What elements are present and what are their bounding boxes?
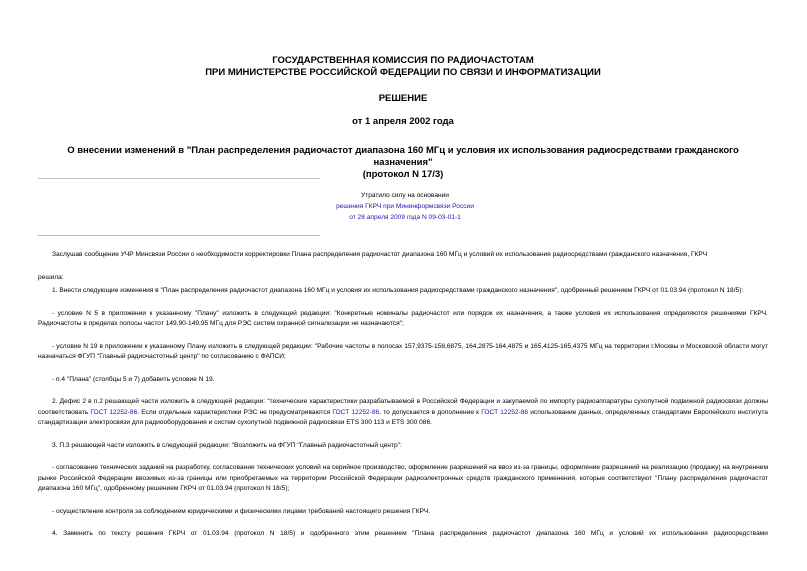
divider-top (38, 178, 320, 179)
paragraph-4: 4. Заменить по тексту решения ГКРЧ от 01.03.94 (протокол N 18/5) и одобренного этим решением "Плана распределения радиочастот диапазона 160 МГц и условий их использования радиосредствами (52, 530, 768, 537)
paragraph-3a: - согласование технических заданий на разработку, согласование технических условий на серийное производство, оформление разрешений на ввоз из-за границы, оформление разрешений на реализацию (продажу) на внутреннем рынке Российской Федерации ввозимых из-за границы или приобретаемых на территории Российской Федерации радиоэлектронных средств гражданского применения, которые соответствуют "Плану распределения радиочастот диапазона 160 МГц", одобренному решением ГКРЧ от 01.03.94 (протокол N 18/5); (38, 464, 768, 492)
status-link-date[interactable]: от 28 апреля 2009 года N 09-03-01-1 (349, 214, 461, 221)
gost-link-1[interactable]: ГОСТ 12252-86 (90, 408, 138, 416)
status-note (320, 190, 490, 223)
paragraph-3b: - осуществление контроля за соблюдением юридическими и физическими лицами требований настоящего решения ГКРЧ. (52, 507, 431, 515)
paragraph-1a: - условие N 5 в приложении к указанному "Плану" изложить в следующей редакции: "Конкретные номиналы радиочастот или порядок их назначения, а также условия их использования определяются решениями ГКРЧ. Радиочастоты в пределах полосы частот 149,90-149,95 МГц для РЭС систем охранной сигнализации не назначаются"; (38, 309, 768, 327)
paragraph-1: 1. Внести следующие изменения в "План распределения радиочастот диапазона 160 МГц и условия их использования радиосредствами гражданского назначения", одобренный решением ГКРЧ от 01.03.94 (протокол N 18/5): (52, 287, 744, 294)
paragraph-resolved: решила: (38, 273, 64, 281)
paragraph-2-text-b: . Если отдельные характеристики РЭС не предусматриваются (137, 408, 333, 416)
divider-bottom (38, 235, 320, 236)
paragraph-1c: - п.4 "Плана" (столбцы 5 и 7) добавить условие N 19. (52, 375, 215, 383)
status-text: Утратило силу на основании (361, 192, 449, 199)
paragraph-3: 3. П.3 решающей части изложить в следующей редакции: "Возложить на ФГУП "Главный радиочастотный центр": (52, 441, 402, 449)
document-body (38, 250, 768, 552)
agency-name-line2: ПРИ МИНИСТЕРСТВЕ РОССИЙСКОЙ ФЕДЕРАЦИИ ПО СВЯЗИ И ИНФОРМАТИЗАЦИИ (205, 67, 601, 78)
paragraph-intro: Заслушав сообщение УЧР Минсвязи России о необходимости корректировки Плана распределения радиочастот диапазона 160 МГц и условий их использования радиосредствами гражданского назначения, ГКРЧ (52, 251, 708, 258)
document-type: РЕШЕНИЕ (378, 93, 428, 104)
paragraph-2-text-c: , то допускается в дополнение к (379, 408, 482, 416)
document-date: от 1 апреля 2002 года (352, 116, 454, 127)
paragraph-2-text-d: использование данных, определенных стандартами Европейского института стандартизации электросвязи для радиооборудования и систем сухопутной подвижной радиосвязи ETS 300 113 и ETS 300 086. (38, 408, 768, 426)
document-subject (38, 145, 768, 181)
status-link-decision[interactable]: решения ГКРЧ при Мининформсвязи России (336, 203, 474, 210)
gost-link-3[interactable]: ГОСТ 12252-86 (481, 408, 529, 416)
paragraph-1b: - условие N 19 в приложении к указанному Плану изложить в следующей редакции: "Рабочие частоты в полосах 157,9375-158,6875, 164,2875-164,4875 и 165,4125-165,4375 МГц на территории г.Москвы и Московской области могут назначаться ФГУП "Главный радиочастотный центр" по согласованию с ФАПСИ; (38, 342, 768, 360)
agency-name-line1: ГОСУДАРСТВЕННАЯ КОМИССИЯ ПО РАДИОЧАСТОТАМ (272, 55, 534, 66)
document-header (38, 55, 768, 181)
subject-line2: (протокол N 17/3) (362, 169, 444, 180)
paragraph-2-text-a: 2. Дефис 2 в п.2 решающей части изложить в следующей редакции: "технические характеристики разрабатываемой в Российской Федерации и закупаемой по импорту радиоаппаратуры сухопутной подвижной радиосвязи должны соответствовать (38, 398, 768, 416)
paragraph-2 (38, 397, 768, 429)
gost-link-2[interactable]: ГОСТ 12252-86 (332, 408, 380, 416)
subject-line1: О внесении изменений в "План распределения радиочастот диапазона 160 МГц и условия их использования радиосредствами гражданского назначения" (67, 145, 739, 168)
